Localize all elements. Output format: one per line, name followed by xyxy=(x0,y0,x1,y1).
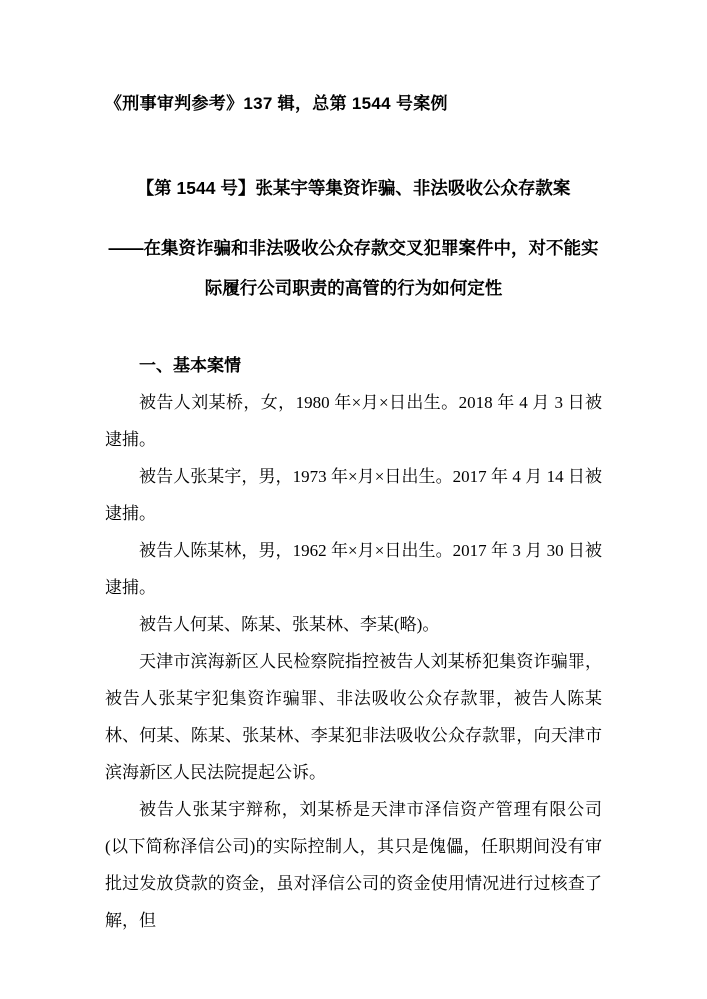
body-paragraph-defendant-chen: 被告人陈某林，男，1962 年×月×日出生。2017 年 3 月 30 日被逮捕。 xyxy=(105,541,602,597)
document-body xyxy=(105,384,602,939)
body-paragraph-prosecution: 天津市滨海新区人民检察院指控被告人刘某桥犯集资诈骗罪，被告人张某宇犯集资诈骗罪、非法吸收公众存款罪，被告人陈某林、何某、陈某、张某林、李某犯非法吸收公众存款罪，向天津市滨海新区人民法院提起公诉。 xyxy=(105,652,602,782)
body-paragraph-defense-statement: 被告人张某宇辩称，刘某桥是天津市泽信资产管理有限公司(以下简称泽信公司)的实际控制人，其只是傀儡，任职期间没有审批过发放贷款的资金，虽对泽信公司的资金使用情况进行过核查了解，但 xyxy=(105,800,602,930)
document-masthead: 《刑事审判参考》137 辑，总第 1544 号案例 xyxy=(105,94,448,113)
body-paragraph-defendant-zhang: 被告人张某宇，男，1973 年×月×日出生。2017 年 4 月 14 日被逮捕。 xyxy=(105,467,602,523)
body-paragraph-other-defendants: 被告人何某、陈某、张某林、李某(略)。 xyxy=(139,615,440,634)
case-title: 【第 1544 号】张某宇等集资诈骗、非法吸收公众存款案 xyxy=(136,178,571,198)
body-paragraph-defendant-liu: 被告人刘某桥，女，1980 年×月×日出生。2018 年 4 月 3 日被逮捕。 xyxy=(105,393,602,449)
section-heading-basic-facts: 一、基本案情 xyxy=(139,356,241,375)
case-subtitle: ——在集资诈骗和非法吸收公众存款交叉犯罪案件中，对不能实际履行公司职责的高管的行为如何定性 xyxy=(108,238,599,298)
